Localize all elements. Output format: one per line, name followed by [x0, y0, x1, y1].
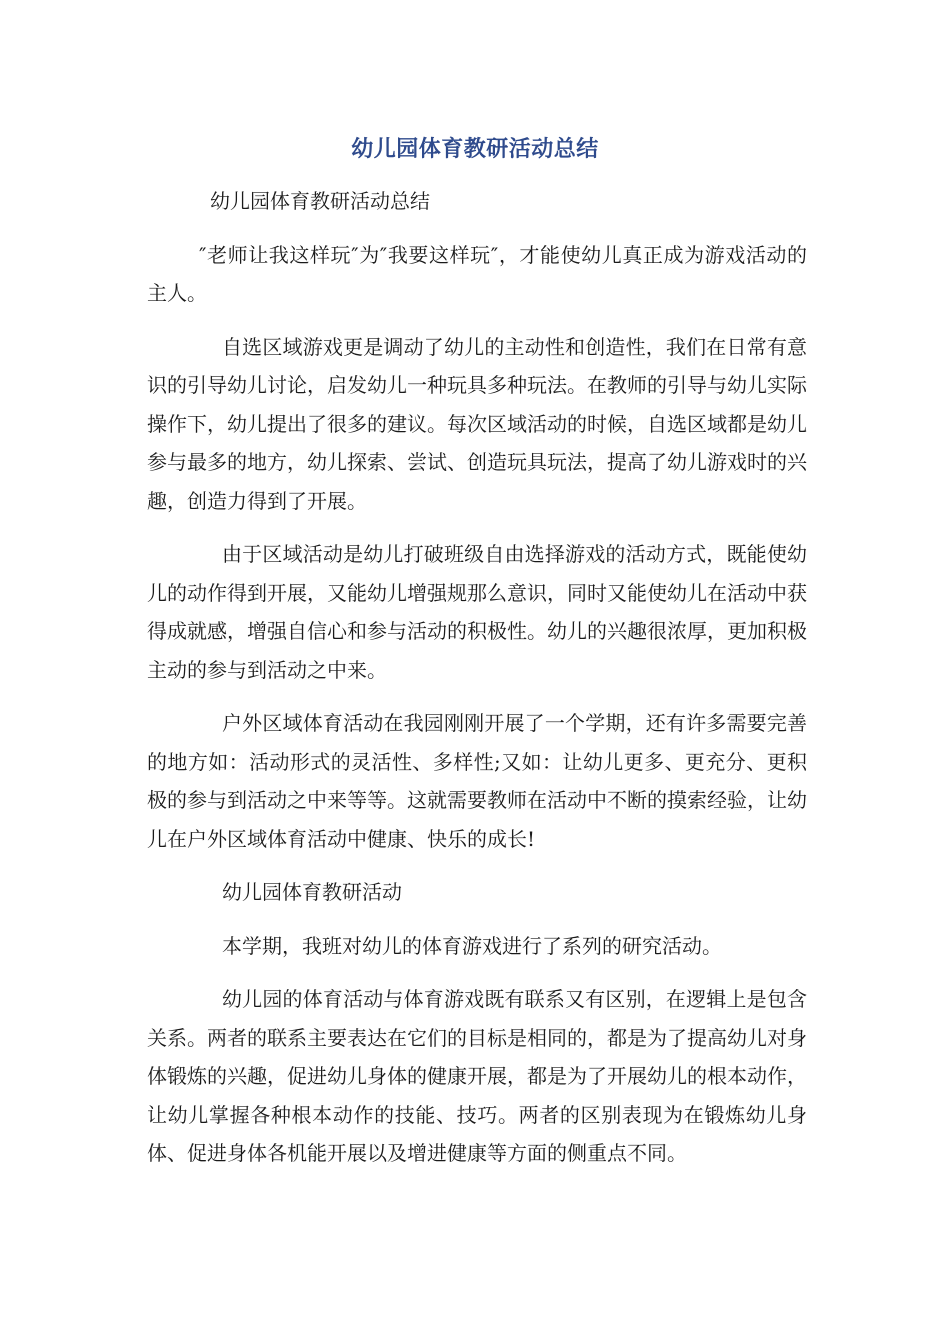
- document-body: [147, 182, 807, 1188]
- section-heading: 幼儿园体育教研活动: [222, 880, 402, 904]
- paragraph-3: 由于区域活动是幼儿打破班级自由选择游戏的活动方式，既能使幼儿的动作得到开展，又能幼儿增强规那么意识，同时又能使幼儿在活动中获得成就感，增强自信心和参与活动的积极性。幼儿的兴趣很浓厚，更加积极主动的参与到活动之中来。: [147, 542, 807, 682]
- paragraph-1: ″老师让我这样玩″为″我要这样玩″，才能使幼儿真正成为游戏活动的主人。: [147, 242, 807, 305]
- document-title: 幼儿园体育教研活动总结: [351, 137, 599, 162]
- paragraph-5: 本学期，我班对幼儿的体育游戏进行了系列的研究活动。: [222, 933, 722, 958]
- paragraph-4: 户外区域体育活动在我园刚刚开展了一个学期，还有许多需要完善的地方如：活动形式的灵活性、多样性;又如：让幼儿更多、更充分、更积极的参与到活动之中来等等。这就需要教师在活动中不断的摸索经验，让幼儿在户外区域体育活动中健康、快乐的成长!: [147, 711, 807, 851]
- paragraph-6: 幼儿园的体育活动与体育游戏既有联系又有区别，在逻辑上是包含关系。两者的联系主要表达在它们的目标是相同的，都是为了提高幼儿对身体锻炼的兴趣，促进幼儿身体的健康开展，都是为了开展幼儿的根本动作，让幼儿掌握各种根本动作的技能、技巧。两者的区别表现为在锻炼幼儿身体、促进身体各机能开展以及增进健康等方面的侧重点不同。: [147, 987, 807, 1165]
- paragraph-2: 自选区域游戏更是调动了幼儿的主动性和创造性，我们在日常有意识的引导幼儿讨论，启发幼儿一种玩具多种玩法。在教师的引导与幼儿实际操作下，幼儿提出了很多的建议。每次区域活动的时候，自选区域都是幼儿参与最多的地方，幼儿探索、尝试、创造玩具玩法，提高了幼儿游戏时的兴趣，创造力得到了开展。: [147, 334, 807, 513]
- document-subtitle: 幼儿园体育教研活动总结: [210, 189, 430, 213]
